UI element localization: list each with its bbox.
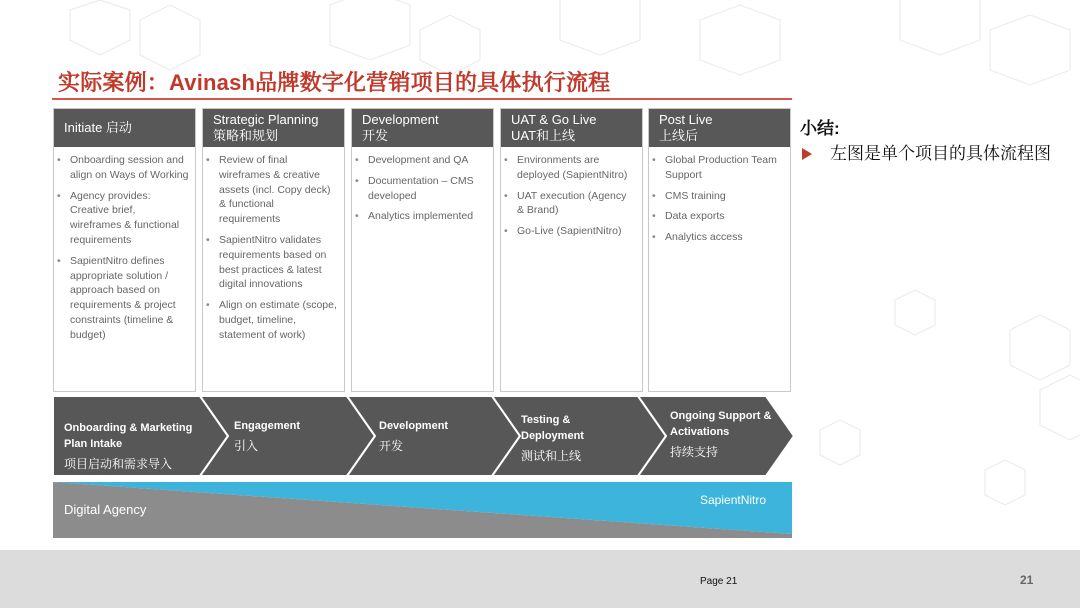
summary-title: 小结: <box>800 119 840 138</box>
chevron-label-support <box>670 408 780 460</box>
chevron-label-testing <box>521 412 601 464</box>
chevron-label-en: Engagement <box>234 420 301 432</box>
summary-item <box>800 143 1065 165</box>
phase-subtitle: 策略和规划 <box>213 128 279 143</box>
chevron-label-development <box>379 418 489 454</box>
bullet-item: • Environments are deployed (SapientNitro) <box>513 153 636 183</box>
bullet-item: • Development and QA <box>364 153 487 168</box>
phase-title: Post Live <box>659 112 713 127</box>
chevron-label-onboarding <box>64 420 194 472</box>
chevron-label-engagement <box>234 418 344 454</box>
bullet-item: • Review of final wireframes & creative assets (incl. Copy deck) & functional requirements <box>215 153 338 227</box>
chevron-label-en: Onboarding & Marketing Plan Intake <box>64 422 193 450</box>
page-title: 实际案例：Avinash品牌数字化营销项目的具体执行流程 <box>58 70 611 95</box>
chevron-label-en: Development <box>379 420 449 432</box>
bullet-item: • Align on estimate (scope, budget, timeline, statement of work) <box>215 298 338 342</box>
bullet-item: • Analytics access <box>661 230 784 245</box>
footer-band <box>0 550 1080 608</box>
bullet-item: • Go-Live (SapientNitro) <box>513 224 636 239</box>
chevron-label-cn: 开发 <box>379 439 404 453</box>
bullet-item: • Onboarding session and align on Ways of Working <box>66 153 189 183</box>
phase-subtitle: 开发 <box>362 128 389 143</box>
bullet-item: • CMS training <box>661 189 784 204</box>
bullet-item: • Global Production Team Support <box>661 153 784 183</box>
chevron-label-en: Testing & Deployment <box>521 414 584 442</box>
bullet-item: • Documentation – CMS developed <box>364 174 487 204</box>
bullet-item: • UAT execution (Agency & Brand) <box>513 189 636 219</box>
summary-text: 左图是单个项目的具体流程图 <box>830 144 1051 163</box>
chevron-label-cn: 持续支持 <box>670 445 719 459</box>
phase-title: Strategic Planning <box>213 112 319 127</box>
phase-subtitle: UAT和上线 <box>511 128 576 143</box>
bullet-item: • SapientNitro defines appropriate solution / approach based on requirements & project constraints (timeline & budget) <box>66 254 189 343</box>
footer-page-label: Page 21 <box>700 576 738 587</box>
phase-title: Development <box>362 112 439 127</box>
arrow-bullet-icon <box>802 148 812 160</box>
bullet-item: • Analytics implemented <box>364 209 487 224</box>
sapientnitro-label: SapientNitro <box>700 493 767 507</box>
digital-agency-label: Digital Agency <box>64 502 147 517</box>
footer-page-number: 21 <box>1020 573 1034 587</box>
chevron-label-cn: 测试和上线 <box>521 449 582 463</box>
chevron-label-cn: 项目启动和需求导入 <box>64 457 173 471</box>
phase-subtitle: 上线后 <box>659 128 699 143</box>
phase-title: Initiate 启动 <box>64 120 132 135</box>
bullet-item: • Data exports <box>661 209 784 224</box>
bullet-item: • Agency provides: Creative brief, wireframes & functional requirements <box>66 189 189 248</box>
bullet-item: • SapientNitro validates requirements based on best practices & latest digital innovations <box>215 233 338 292</box>
phase-title: UAT & Go Live <box>511 112 597 127</box>
chevron-label-cn: 引入 <box>234 439 259 453</box>
chevron-label-en: Ongoing Support & Activations <box>670 410 772 438</box>
